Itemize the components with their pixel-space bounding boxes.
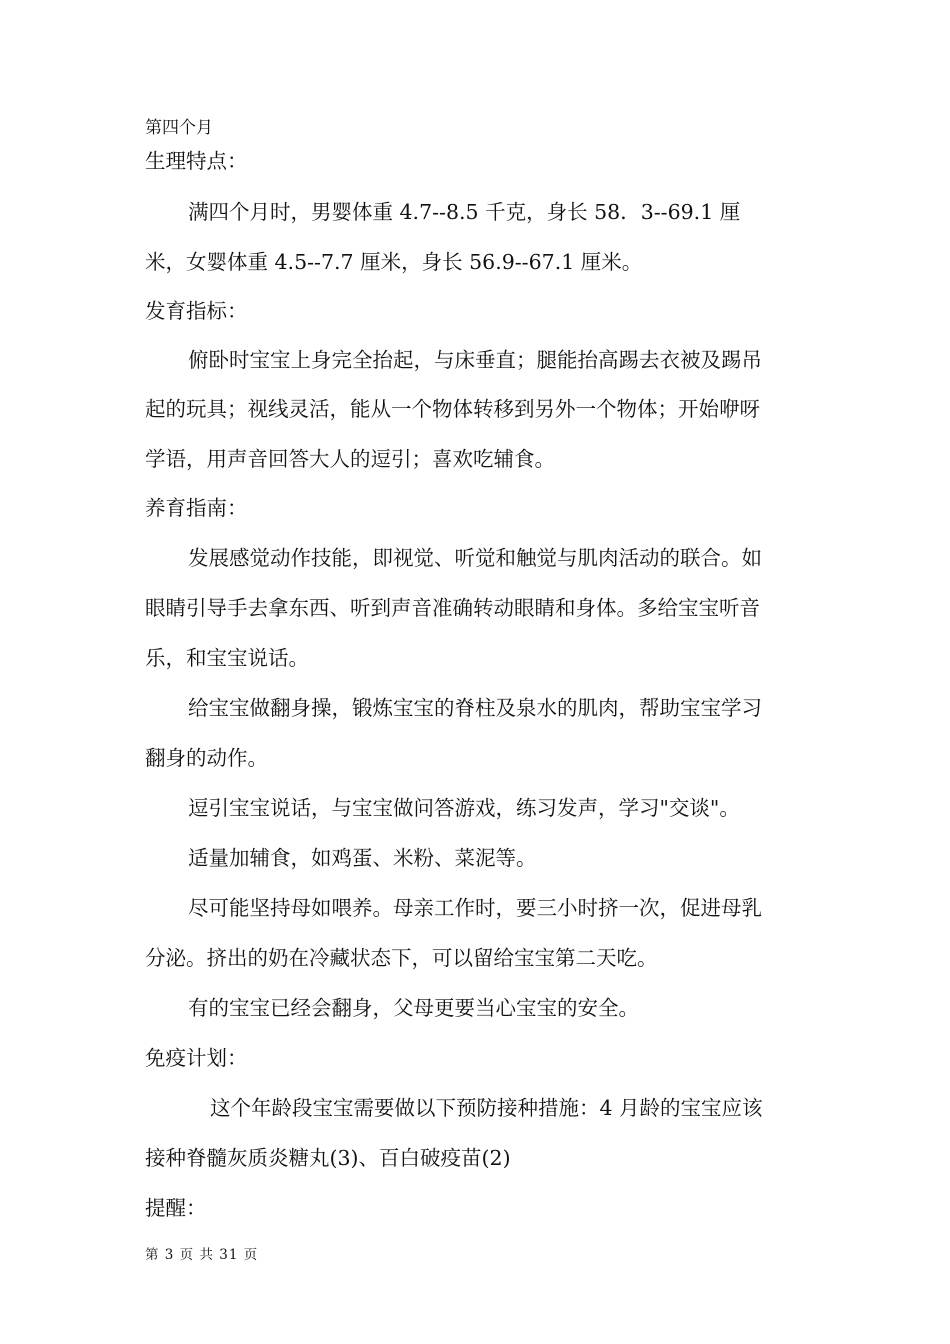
development-heading: 发育指标： bbox=[145, 299, 248, 323]
immunization-heading: 免疫计划： bbox=[145, 1046, 248, 1070]
care-p5-line-2: 分泌。挤出的奶在冷藏状态下，可以留给宝宝第二天吃。 bbox=[145, 946, 658, 970]
care-p1-line-2: 眼睛引导手去拿东西、听到声音准确转动眼睛和身体。多给宝宝听音 bbox=[145, 596, 760, 620]
care-p3: 逗引宝宝说话，与宝宝做问答游戏，练习发声，学习"交谈"。 bbox=[188, 796, 740, 820]
reminder-heading: 提醒： bbox=[145, 1196, 207, 1220]
care-p2-line-1: 给宝宝做翻身操，锻炼宝宝的脊柱及泉水的肌肉，帮助宝宝学习 bbox=[188, 696, 762, 720]
development-line-3: 学语，用声音回答大人的逗引；喜欢吃辅食。 bbox=[145, 447, 555, 471]
physiology-line-1: 满四个月时，男婴体重 4.7--8.5 千克，身长 58．3--69.1 厘 bbox=[188, 200, 741, 224]
physiology-line-2: 米，女婴体重 4.5--7.7 厘米，身长 56.9--67.1 厘米。 bbox=[145, 250, 643, 274]
page-footer: 第 3 页 共 31 页 bbox=[145, 1247, 259, 1263]
care-heading: 养育指南： bbox=[145, 496, 248, 520]
development-line-1: 俯卧时宝宝上身完全抬起，与床垂直；腿能抬高踢去衣被及踢吊 bbox=[188, 348, 762, 372]
care-p2-line-2: 翻身的动作。 bbox=[145, 746, 268, 770]
care-p6: 有的宝宝已经会翻身，父母更要当心宝宝的安全。 bbox=[188, 996, 639, 1020]
care-p1-line-3: 乐，和宝宝说话。 bbox=[145, 646, 309, 670]
page-title: 第四个月 bbox=[145, 118, 213, 138]
immunization-line-2: 接种脊髓灰质炎糖丸(3)、百白破疫苗(2) bbox=[145, 1146, 511, 1170]
development-line-2: 起的玩具；视线灵活，能从一个物体转移到另外一个物体；开始咿呀 bbox=[145, 397, 760, 421]
physiology-heading: 生理特点： bbox=[145, 149, 248, 173]
care-p1-line-1: 发展感觉动作技能，即视觉、听觉和触觉与肌肉活动的联合。如 bbox=[188, 546, 762, 570]
care-p4: 适量加辅食，如鸡蛋、米粉、菜泥等。 bbox=[188, 846, 537, 870]
immunization-line-1: 这个年龄段宝宝需要做以下预防接种措施：4 月龄的宝宝应该 bbox=[210, 1096, 763, 1120]
care-p5-line-1: 尽可能坚持母如喂养。母亲工作时，要三小时挤一次，促进母乳 bbox=[188, 896, 762, 920]
